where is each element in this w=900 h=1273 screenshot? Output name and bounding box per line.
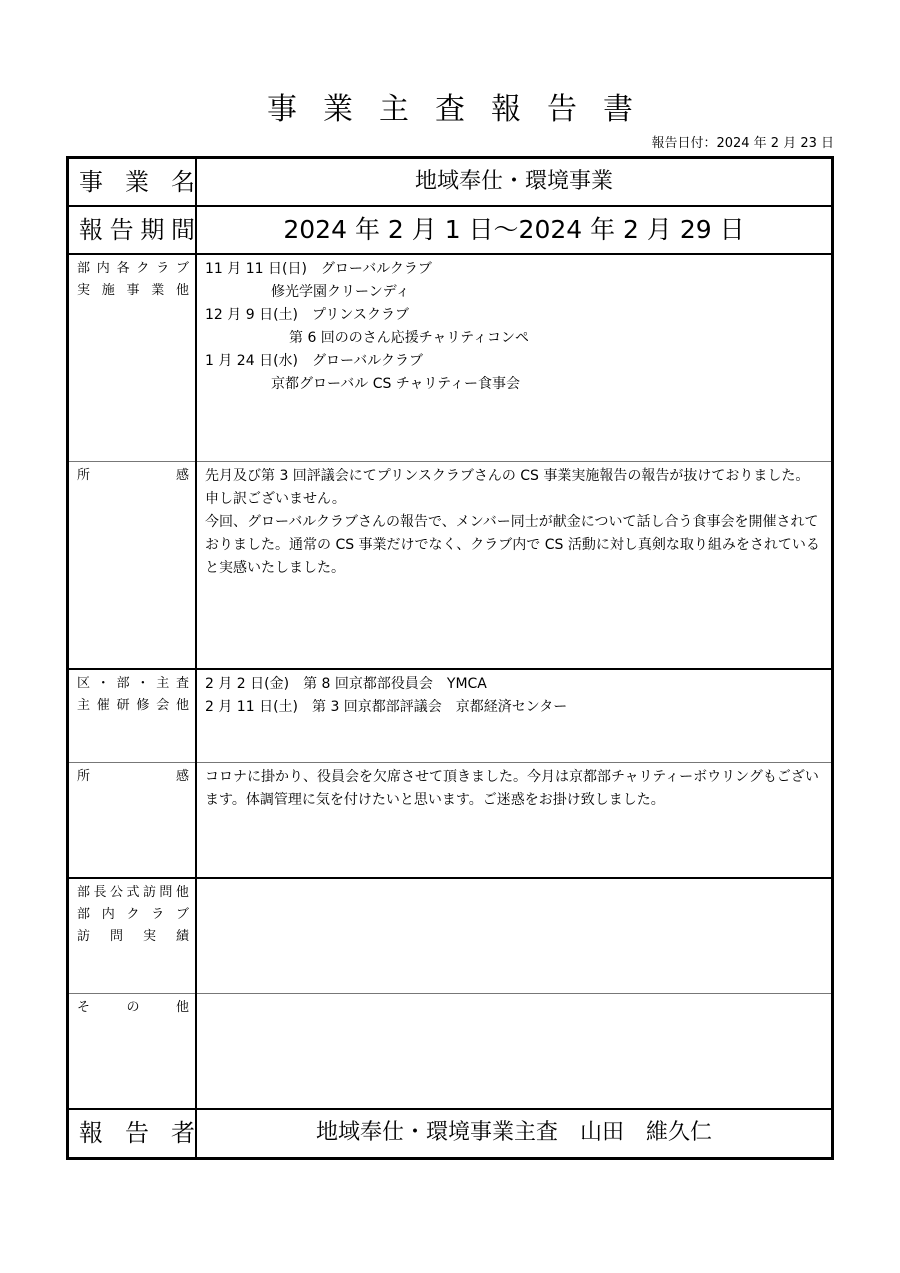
- label-char: ブ: [175, 261, 189, 276]
- label-char: 業: [125, 168, 149, 196]
- district-meetings-label-line: [77, 695, 189, 717]
- label-char: 部: [116, 676, 130, 691]
- report-period-value: 2024 年 2 月 1 日～2024 年 2 月 29 日: [283, 215, 745, 244]
- label-part: 感: [175, 468, 189, 483]
- label-char: ・: [136, 676, 150, 691]
- row-other: [68, 994, 833, 1110]
- business-name-value: 地域奉仕・環境事業: [414, 169, 613, 194]
- label-char: 部: [77, 261, 91, 276]
- row-impressions-1: [68, 462, 833, 670]
- label-char: 報: [79, 216, 103, 244]
- club-activities-label: [69, 255, 195, 302]
- label-char: 告: [109, 216, 134, 244]
- label-part: そ: [77, 1000, 91, 1015]
- club-activities-value-cell: [196, 254, 833, 462]
- label-char: 績: [175, 929, 189, 944]
- label-char: 間: [170, 216, 195, 244]
- label-char: 区: [77, 676, 91, 691]
- row-club-activities: [68, 254, 833, 462]
- club-activities-label-line: [77, 280, 189, 302]
- row-impressions-2: [68, 763, 833, 879]
- label-char: 訪: [77, 929, 91, 944]
- label-char: 名: [171, 168, 195, 196]
- activity-line: 京都グローバル CS チャリティー食事会: [271, 376, 521, 392]
- activity-line: 1 月 24 日(水) グローバルクラブ: [205, 353, 424, 369]
- label-char: 内: [96, 261, 110, 276]
- reporter-label: [69, 1110, 195, 1156]
- label-char: 主: [77, 698, 91, 713]
- impressions-1-text: [197, 462, 831, 580]
- label-char: 実: [142, 929, 156, 944]
- district-meetings-label: [69, 670, 195, 717]
- label-char: 問: [109, 929, 123, 944]
- label-char: 他: [175, 698, 189, 713]
- other-label: [69, 994, 195, 1019]
- label-part: 所: [77, 468, 91, 483]
- label-char: 施: [101, 283, 115, 298]
- label-char: 他: [175, 885, 189, 900]
- activity-line: 第 6 回ののさん応援チャリティコンペ: [289, 330, 529, 346]
- activity-line: 修光学園クリーンディ: [271, 284, 410, 300]
- official-visits-label-line: [77, 882, 189, 904]
- impressions-2-text: [197, 763, 831, 812]
- official-visits-value-cell: [196, 878, 833, 994]
- label-char: 者: [171, 1119, 195, 1147]
- label-char: 公: [109, 885, 123, 900]
- label-part: 他: [175, 1000, 189, 1015]
- label-char: 他: [175, 283, 189, 298]
- label-char: 会: [156, 698, 170, 713]
- official-visits-label-line: [77, 904, 189, 926]
- label-char: 部: [77, 907, 91, 922]
- club-activities-list: [197, 255, 831, 396]
- impressions-paragraph: 今回、グローバルクラブさんの報告で、メンバー同士が献金について話し合う食事会を開催されておりました。通常の CS 事業だけでなく、クラブ内で CS 活動に対し真剣な取り組みをされていると実感いたしました。: [205, 514, 820, 576]
- label-char: 部: [77, 885, 91, 900]
- label-char: 業: [151, 283, 165, 298]
- row-business-name: [68, 158, 833, 207]
- district-meetings-list: [197, 670, 831, 719]
- label-char: 期: [140, 216, 165, 244]
- official-visits-label-cell: [68, 878, 197, 994]
- impressions-2-label-cell: [68, 763, 197, 879]
- impressions-1-label: [69, 462, 195, 487]
- district-meetings-label-line: [77, 673, 189, 695]
- label-char: 各: [116, 261, 130, 276]
- label-char: 実: [77, 283, 91, 298]
- label-char: ラ: [151, 907, 165, 922]
- row-district-meetings: [68, 669, 833, 763]
- label-char: 報: [79, 1119, 103, 1147]
- label-char: ク: [136, 261, 150, 276]
- club-activities-label-line: [77, 258, 189, 280]
- district-meetings-value-cell: [196, 669, 833, 763]
- label-char: 長: [93, 885, 107, 900]
- meeting-line: 2 月 2 日(金) 第 8 回京都部役員会 YMCA: [205, 676, 487, 692]
- label-char: 研: [116, 698, 130, 713]
- meeting-line: 2 月 11 日(土) 第 3 回京都部評議会 京都経済センター: [205, 699, 568, 715]
- label-char: 修: [136, 698, 150, 713]
- reporter-value-cell: [196, 1109, 833, 1159]
- activity-line: 12 月 9 日(土) プリンスクラブ: [205, 307, 410, 323]
- impressions-2-label: [69, 763, 195, 788]
- impressions-paragraph: コロナに掛かり、役員会を欠席させて頂きました。今月は京都部チャリティーボウリングもございます。体調管理に気を付けたいと思います。ご迷惑をお掛け致しました。: [205, 769, 819, 808]
- report-period-label-cell: [68, 206, 197, 254]
- label-char: ・: [96, 676, 110, 691]
- activity-line: 11 月 11 日(日) グローバルクラブ: [205, 261, 432, 277]
- business-name-label-cell: [68, 158, 197, 207]
- other-label-cell: [68, 994, 197, 1110]
- label-char: 内: [101, 907, 115, 922]
- club-activities-label-cell: [68, 254, 197, 462]
- business-name-label: [69, 159, 195, 205]
- other-value-cell: [196, 994, 833, 1110]
- impressions-2-value-cell: [196, 763, 833, 879]
- reporter-label-cell: [68, 1109, 197, 1159]
- row-reporter: [68, 1109, 833, 1159]
- impressions-paragraph: 先月及び第 3 回評議会にてプリンスクラブさんの CS 事業実施報告の報告が抜けておりました。申し訳ございません。: [205, 468, 810, 507]
- reporter-value: 地域奉仕・環境事業主査 山田 維久仁: [315, 1120, 712, 1145]
- business-name-value-cell: [196, 158, 833, 207]
- label-char: ラ: [156, 261, 170, 276]
- official-visits-label: [69, 879, 195, 948]
- impressions-1-value-cell: [196, 462, 833, 670]
- label-char: 告: [125, 1119, 149, 1147]
- report-table: [66, 156, 834, 1160]
- label-char: 主: [156, 676, 170, 691]
- label-char: 事: [79, 168, 103, 196]
- label-char: 催: [96, 698, 110, 713]
- district-meetings-label-cell: [68, 669, 197, 763]
- report-date: 報告日付：2024 年 2 月 23 日: [651, 136, 834, 151]
- official-visits-label-line: [77, 926, 189, 948]
- label-char: ブ: [175, 907, 189, 922]
- row-report-period: [68, 206, 833, 254]
- label-char: 事: [126, 283, 140, 298]
- row-official-visits: [68, 878, 833, 994]
- label-char: 査: [175, 676, 189, 691]
- impressions-1-label-cell: [68, 462, 197, 670]
- label-part: の: [126, 1000, 140, 1015]
- label-char: 式: [126, 885, 140, 900]
- label-part: 感: [175, 769, 189, 784]
- label-char: 訪: [142, 885, 156, 900]
- report-period-label: [69, 207, 195, 253]
- label-char: 問: [159, 885, 173, 900]
- document-title: 事業主査報告書: [267, 92, 659, 127]
- report-period-value-cell: [196, 206, 833, 254]
- label-char: ク: [126, 907, 140, 922]
- label-part: 所: [77, 769, 91, 784]
